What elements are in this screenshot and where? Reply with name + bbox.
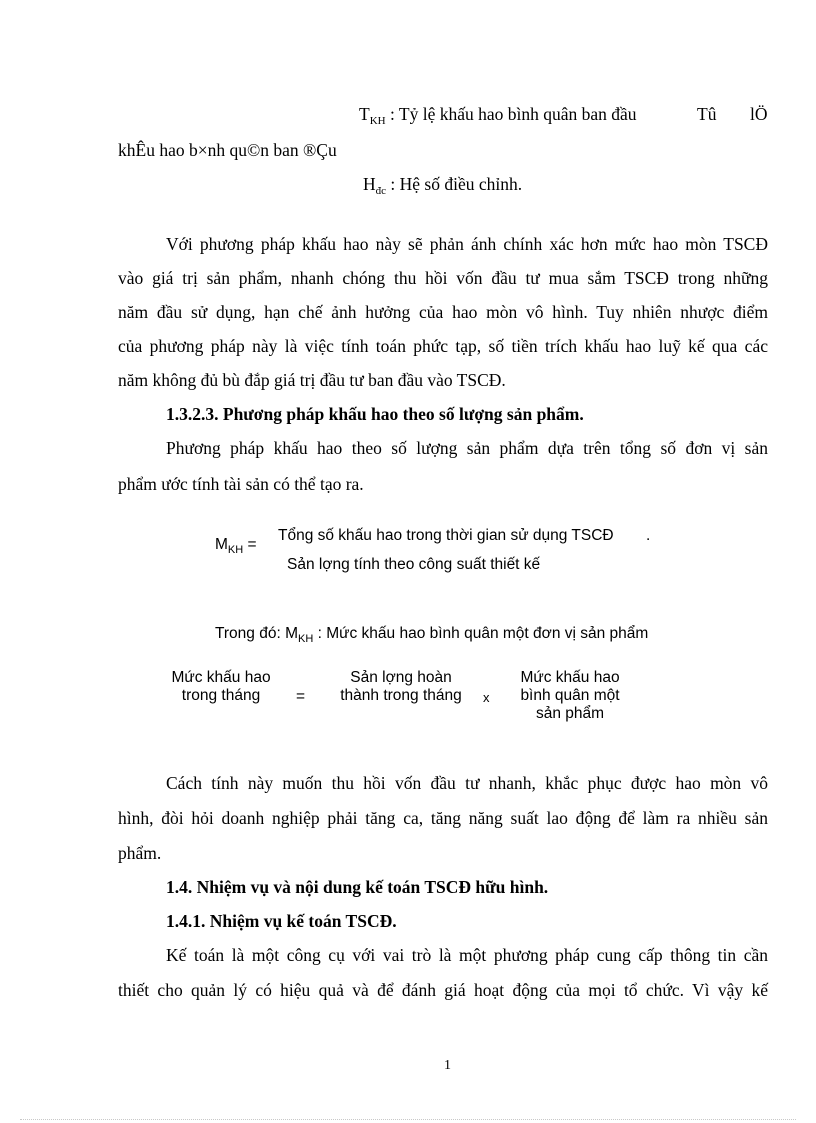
hdc-definition — [363, 174, 522, 197]
paragraph1-line: năm không đủ bù đắp giá trị đầu tư ban đầu vào TSCĐ. — [118, 370, 506, 390]
paragraph4-line: thiết cho quản lý có hiệu quả và để đánh giá hoạt động của mọi tổ chức. Vì vậy kế — [118, 980, 768, 1000]
formula2-left-line: Mức khấu hao — [171, 669, 271, 686]
paragraph2-line: phẩm ước tính tài sản có thể tạo ra. — [118, 474, 364, 494]
paragraph1-line: Với phương pháp khấu hao này sẽ phản ánh chính xác hơn mức hao mòn TSCĐ — [166, 234, 768, 254]
formula2-mid-line: Sản lợng hoàn — [350, 669, 452, 686]
garbled-word-1: Tû — [697, 104, 717, 124]
paragraph1-line: của phương pháp này là việc tính toán phức tạp, số tiền trích khấu hao luỹ kế qua các — [118, 336, 768, 356]
paragraph1-line: vào giá trị sản phẩm, nhanh chóng thu hồi vốn đầu tư mua sắm TSCĐ trong những — [118, 268, 768, 288]
tkh-symbol: T — [359, 104, 370, 124]
formula2-right-line: bình quân một — [520, 687, 620, 704]
formula1-numerator: Tổng số khấu hao trong thời gian sử dụng TSCĐ — [278, 527, 614, 544]
tkh-subscript: KH — [369, 115, 386, 127]
paragraph1-line: năm đầu sử dụng, hạn chế ảnh hưởng của hao mòn vô hình. Tuy nhiên nhược điểm — [118, 302, 768, 322]
hdc-symbol: H — [363, 174, 376, 194]
formula2-right-line: Mức khấu hao — [520, 669, 620, 686]
hdc-subscript: đc — [375, 185, 387, 197]
formula2-right — [508, 669, 632, 723]
formula2-mid-line: thành trong tháng — [340, 687, 462, 704]
section-heading: 1.4. Nhiệm vụ và nội dung kế toán TSCĐ hữu hình. — [166, 877, 549, 897]
where-prefix: Trong đó: M — [215, 625, 298, 642]
tkh-text: : Tỷ lệ khấu hao bình quân ban đầu — [389, 104, 637, 124]
formula1-lhs — [215, 536, 257, 556]
where-text: : Mức khấu hao bình quân một đơn vị sản phẩm — [313, 625, 649, 642]
formula1-equals: = — [243, 536, 257, 553]
page-number: 1 — [444, 1058, 451, 1073]
formula2-left-line: trong tháng — [181, 687, 261, 704]
paragraph3-line: Cách tính này muốn thu hồi vốn đầu tư nhanh, khắc phục được hao mòn vô — [166, 773, 768, 793]
formula1-denominator: Sản lợng tính theo công suất thiết kế — [287, 556, 541, 573]
formula1-lhs-symbol: M — [215, 536, 228, 553]
formula1-numerator-dot: . — [646, 527, 651, 544]
where-subscript: KH — [298, 633, 314, 645]
tkh-definition — [359, 104, 637, 127]
formula2-times: x — [483, 690, 490, 705]
formula2-mid — [330, 669, 472, 705]
formula1-lhs-subscript: KH — [227, 544, 244, 556]
formula2-right-line: sản phẩm — [535, 705, 605, 722]
where-line — [215, 625, 648, 645]
formula2-left — [160, 669, 282, 705]
garbled-word-2: lÖ — [750, 104, 768, 124]
hdc-text: : Hệ số điều chỉnh. — [390, 174, 523, 194]
page-bottom-divider — [20, 1119, 796, 1120]
garbled-line: khÊu hao b×nh qu©n ban ®Çu — [118, 140, 337, 160]
paragraph2-line: Phương pháp khấu hao theo số lượng sản phẩm dựa trên tổng số đơn vị sản — [166, 438, 768, 458]
paragraph3-line: hình, đòi hỏi doanh nghiệp phải tăng ca, tăng năng suất lao động để làm ra nhiều sản — [118, 808, 768, 828]
subsection-heading: 1.4.1. Nhiệm vụ kế toán TSCĐ. — [166, 911, 397, 931]
paragraph3-line: phẩm. — [118, 843, 162, 863]
formula2-equals: = — [296, 688, 306, 705]
section-heading: 1.3.2.3. Phương pháp khấu hao theo số lượng sản phẩm. — [166, 404, 584, 424]
paragraph4-line: Kế toán là một công cụ với vai trò là một phương pháp cung cấp thông tin cần — [166, 945, 768, 965]
